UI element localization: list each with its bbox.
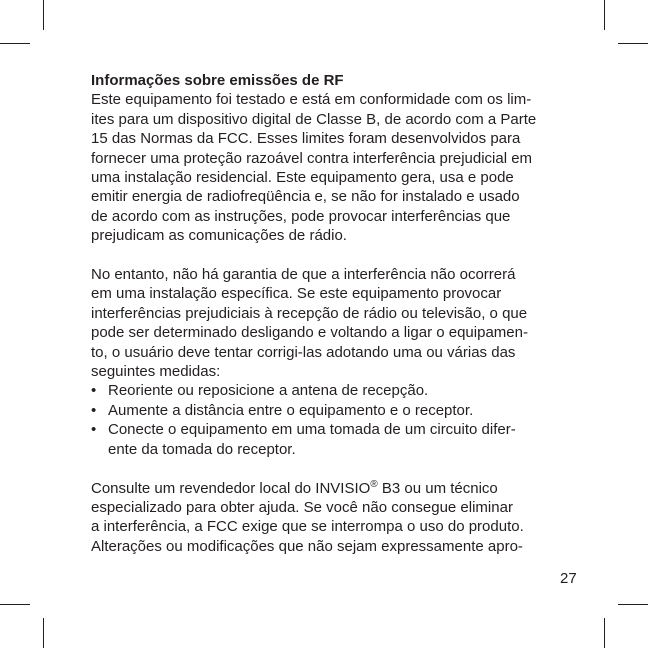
bullet-text: ente da tomada do receptor. [108, 440, 296, 458]
text-line: Este equipamento foi testado e está em conformidade com os lim- [91, 91, 532, 109]
bullet-text: Conecte o equipamento em uma tomada de um circuito difer- [108, 421, 516, 439]
text-line: prejudicam as comunicações de rádio. [91, 227, 347, 245]
crop-mark-top-left-vertical [43, 0, 44, 30]
paragraph-2 [91, 265, 571, 381]
text-span: Consulte um revendedor local do INVISIO [91, 479, 371, 497]
text-line: Alterações ou modificações que não sejam expressamente apro- [91, 537, 523, 555]
registered-trademark-symbol: ® [370, 478, 378, 490]
crop-mark-top-left-horizontal [0, 43, 30, 44]
text-span: B3 ou um técnico [377, 479, 498, 497]
text-line: fornecer uma proteção razoável contra interferência prejudicial em [91, 149, 533, 167]
bullet-item [91, 401, 571, 420]
paragraph-1 [91, 90, 571, 245]
text-line: interferências prejudiciais à recepção de rádio ou televisão, o que [91, 304, 528, 322]
bullet-icon: • [91, 421, 97, 439]
bullet-text: Aumente a distância entre o equipamento e o receptor. [108, 401, 474, 419]
text-line: 15 das Normas da FCC. Esses limites foram desenvolvidos para [91, 130, 521, 148]
document-body [91, 71, 571, 556]
bullet-item [91, 381, 571, 400]
text-line [91, 479, 571, 498]
text-line: de acordo com as instruções, pode provocar interferências que [91, 207, 511, 225]
bullet-icon: • [91, 382, 97, 400]
bullet-list [91, 381, 571, 459]
text-line: especializado para obter ajuda. Se você não consegue eliminar [91, 498, 513, 516]
crop-mark-bottom-left-vertical [43, 618, 44, 648]
text-line: emitir energia de radiofreqüência e, se não for instalado e usado [91, 188, 520, 206]
text-line: em uma instalação específica. Se este equipamento provocar [91, 285, 502, 303]
section-title: Informações sobre emissões de RF [91, 72, 344, 89]
paragraph-3 [91, 479, 571, 557]
text-line: pode ser determinado desligando e voltando a ligar o equipamen- [91, 324, 528, 342]
crop-mark-bottom-right-horizontal [618, 604, 648, 605]
text-line: to, o usuário deve tentar corrigi-las adotando uma ou várias das [91, 343, 516, 361]
crop-mark-bottom-left-horizontal [0, 604, 30, 605]
crop-mark-top-right-horizontal [618, 43, 648, 44]
crop-mark-top-right-vertical [604, 0, 605, 30]
page-number: 27 [560, 570, 577, 587]
bullet-icon: • [91, 401, 97, 419]
text-line: seguintes medidas: [91, 363, 221, 381]
crop-mark-bottom-right-vertical [604, 618, 605, 648]
text-line: No entanto, não há garantia de que a interferência não ocorrerá [91, 266, 516, 284]
text-line: uma instalação residencial. Este equipamento gera, usa e pode [91, 169, 514, 187]
text-line: ites para um dispositivo digital de Classe B, de acordo com a Parte [91, 110, 537, 128]
bullet-item [91, 420, 571, 459]
bullet-text: Reoriente ou reposicione a antena de recepção. [108, 382, 429, 400]
text-line: a interferência, a FCC exige que se interrompa o uso do produto. [91, 518, 524, 536]
